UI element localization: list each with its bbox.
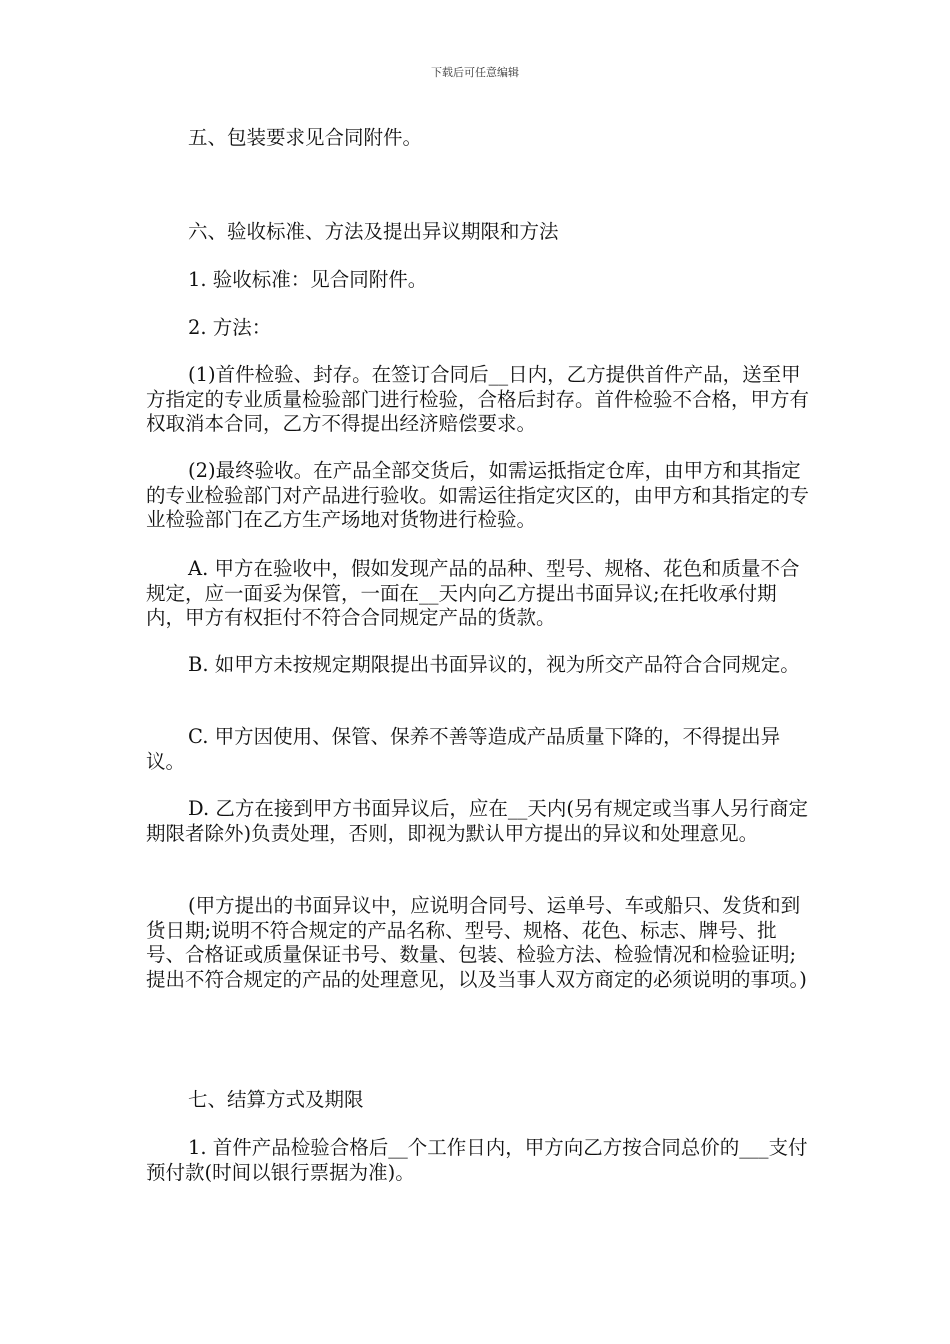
section-six-heading: 六、验收标准、方法及提出异议期限和方法 bbox=[188, 220, 559, 243]
item-first-inspection: (1)首件检验、封存。在签订合同后__日内，乙方提供首件产品，送至甲方指定的专业质量检验部门进行检验，合格后封存。首件检验不合格，甲方有权取消本合同，乙方不得提出经济赔偿要求。 bbox=[146, 363, 810, 435]
objection-note: (甲方提出的书面异议中，应说明合同号、运单号、车或船只、发货和到货日期;说明不符合规定的产品名称、型号、规格、花色、标志、牌号、批号、合格证或质量保证书号、数量、包装、检验方法、检验情况和检验证明;提出不符合规定的产品的处理意见，以及当事人双方商定的必须说明的事项。) bbox=[146, 894, 807, 991]
clause-b: B. 如甲方未按规定期限提出书面异议的，视为所交产品符合合同规定。 bbox=[188, 653, 800, 676]
page-header: 下载后可任意编辑 bbox=[431, 66, 519, 79]
item-prepayment: 1. 首件产品检验合格后__个工作日内，甲方向乙方按合同总价的___支付预付款(时间以银行票据为准)。 bbox=[146, 1136, 808, 1184]
section-seven-heading: 七、结算方式及期限 bbox=[188, 1088, 364, 1111]
item-acceptance-standard: 1. 验收标准：见合同附件。 bbox=[188, 268, 428, 291]
section-five-packaging: 五、包装要求见合同附件。 bbox=[188, 126, 423, 149]
clause-c: C. 甲方因使用、保管、保养不善等造成产品质量下降的，不得提出异议。 bbox=[146, 725, 781, 773]
clause-a: A. 甲方在验收中，假如发现产品的品种、型号、规格、花色和质量不合规定，应一面妥为保管，一面在__天内向乙方提出书面异议;在托收承付期内，甲方有权拒付不符合合同规定产品的货款。 bbox=[146, 557, 800, 629]
item-final-acceptance: (2)最终验收。在产品全部交货后，如需运抵指定仓库，由甲方和其指定的专业检验部门对产品进行验收。如需运往指定灾区的，由甲方和其指定的专业检验部门在乙方生产场地对货物进行检验。 bbox=[146, 459, 810, 531]
clause-d: D. 乙方在接到甲方书面异议后，应在__天内(另有规定或当事人另行商定期限者除外)负责处理，否则，即视为默认甲方提出的异议和处理意见。 bbox=[146, 797, 808, 845]
item-method: 2. 方法： bbox=[188, 316, 272, 339]
